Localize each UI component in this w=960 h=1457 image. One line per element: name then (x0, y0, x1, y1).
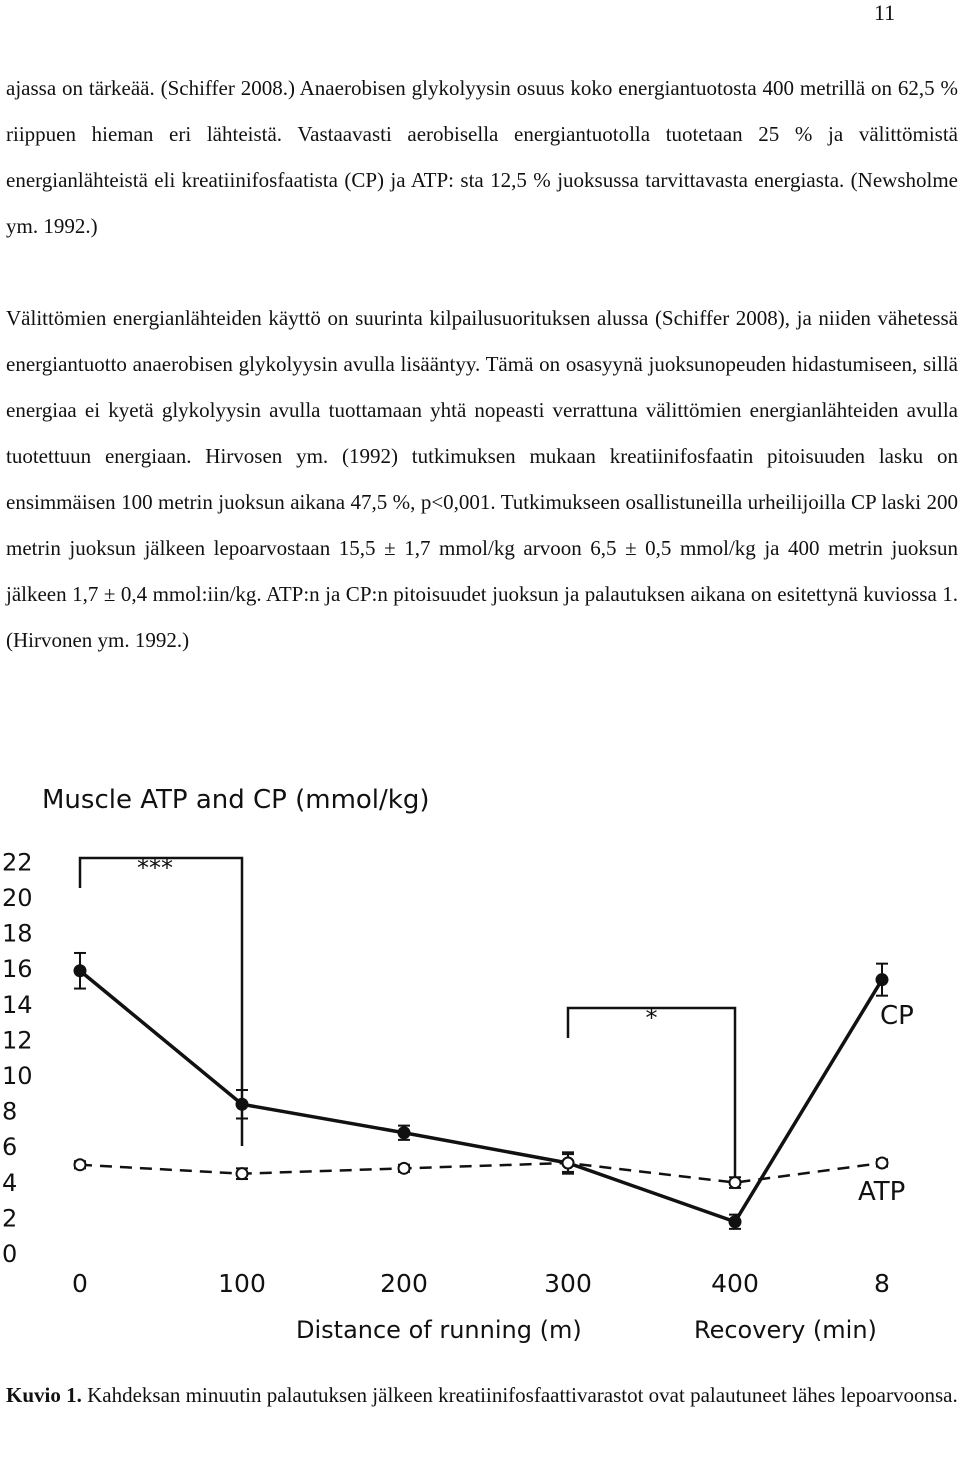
figure-caption (6, 1372, 958, 1418)
x-tick-label: 400 (711, 1269, 759, 1298)
y-tick-label: 22 (2, 848, 33, 877)
chart-title: Muscle ATP and CP (mmol/kg) (42, 785, 430, 815)
significance-bracket (568, 1008, 735, 1184)
y-tick-label: 20 (2, 884, 33, 912)
x-axis-label-recovery: Recovery (min) (694, 1316, 877, 1344)
data-point-cp (237, 1099, 248, 1110)
x-axis-label-distance: Distance of running (m) (296, 1316, 582, 1344)
x-tick-label: 300 (544, 1269, 592, 1298)
significance-label: * (645, 1004, 658, 1032)
significance-label: *** (137, 854, 173, 882)
x-tick-label: 0 (72, 1269, 88, 1298)
y-tick-label: 18 (2, 919, 33, 948)
y-tick-label: 16 (2, 955, 33, 984)
paragraph-2: Välittömien energianlähteiden käyttö on suurinta kilpailusuorituksen alussa (Schiffer 2008), ja niiden vähetessä energiantuotto anaerobisen glykolyysin avulla lisääntyy. Tämä on osasyynä juoksunopeuden hidastumiseen, sillä energiaa ei kyetä glykolyysin avulla tuottamaan yhtä nopeasti verrattuna välittömien energianlähteiden avulla tuotettuun energiaan. Hirvosen ym. (1992) tutkimuksen mukaan kreatiinifosfaatin pitoisuuden lasku on ensimmäisen 100 metrin juoksun aikana 47,5 %, p<0,001. Tutkimukseen osallistuneilla urheilijoilla CP laski 200 metrin juoksun jälkeen lepoarvostaan 15,5 ± 1,7 mmol/kg arvoon 6,5 ± 0,5 mmol/kg ja 400 metrin juoksun jälkeen 1,7 ± 0,4 mmol:iin/kg. ATP:n ja CP:n pitoisuudet juoksun ja palautuksen aikana on esitettynä kuviossa 1. (Hirvonen ym. 1992.) (6, 306, 958, 652)
data-point-atp (563, 1158, 574, 1169)
x-tick-label: 100 (218, 1269, 266, 1298)
series-label-cp: CP (880, 1001, 914, 1031)
x-tick-label: 8 (874, 1269, 890, 1298)
series-line-atp (80, 1163, 882, 1183)
data-point-cp (399, 1127, 410, 1138)
page-number: 11 (874, 0, 896, 25)
caption-text: Kahdeksan minuutin palautuksen jälkeen kreatiinifosfaattivarastot ovat palautuneet lähes lepoarvoonsa. (81, 1383, 958, 1407)
data-point-atp (237, 1168, 248, 1179)
paragraph-1: ajassa on tärkeää. (Schiffer 2008.) Anaerobisen glykolyysin osuus koko energiantuotosta 400 metrillä on 62,5 % riippuen hieman eri lähteistä. Vastaavasti aerobisella energiantuotolla tuotetaan 25 % ja välittömistä energianlähteistä eli kreatiinifosfaatista (CP) ja ATP: sta 12,5 % juoksussa tarvittavasta energiasta. (Newsholme ym. 1992.) (6, 76, 958, 238)
y-tick-label: 0 (2, 1240, 18, 1268)
y-tick-label: 8 (2, 1097, 18, 1126)
y-tick-label: 2 (2, 1204, 18, 1233)
y-tick-label: 4 (2, 1168, 18, 1197)
data-point-cp (877, 974, 888, 985)
caption-label: Kuvio 1. (6, 1383, 82, 1407)
series-line-cp (80, 971, 882, 1222)
y-tick-label: 10 (2, 1062, 33, 1090)
figure-atp-cp-chart (0, 770, 960, 1360)
data-point-atp (399, 1163, 410, 1174)
y-tick-label: 6 (2, 1133, 18, 1162)
y-tick-label: 14 (2, 990, 33, 1019)
data-point-cp (730, 1216, 741, 1227)
data-point-atp (75, 1159, 86, 1170)
data-point-cp (75, 965, 86, 976)
data-point-atp (730, 1177, 741, 1188)
data-point-atp (877, 1158, 888, 1169)
x-tick-label: 200 (380, 1269, 428, 1298)
y-tick-label: 12 (2, 1026, 33, 1055)
chart-svg (0, 770, 960, 1360)
significance-bracket (80, 858, 242, 1146)
series-label-atp: ATP (858, 1177, 906, 1207)
